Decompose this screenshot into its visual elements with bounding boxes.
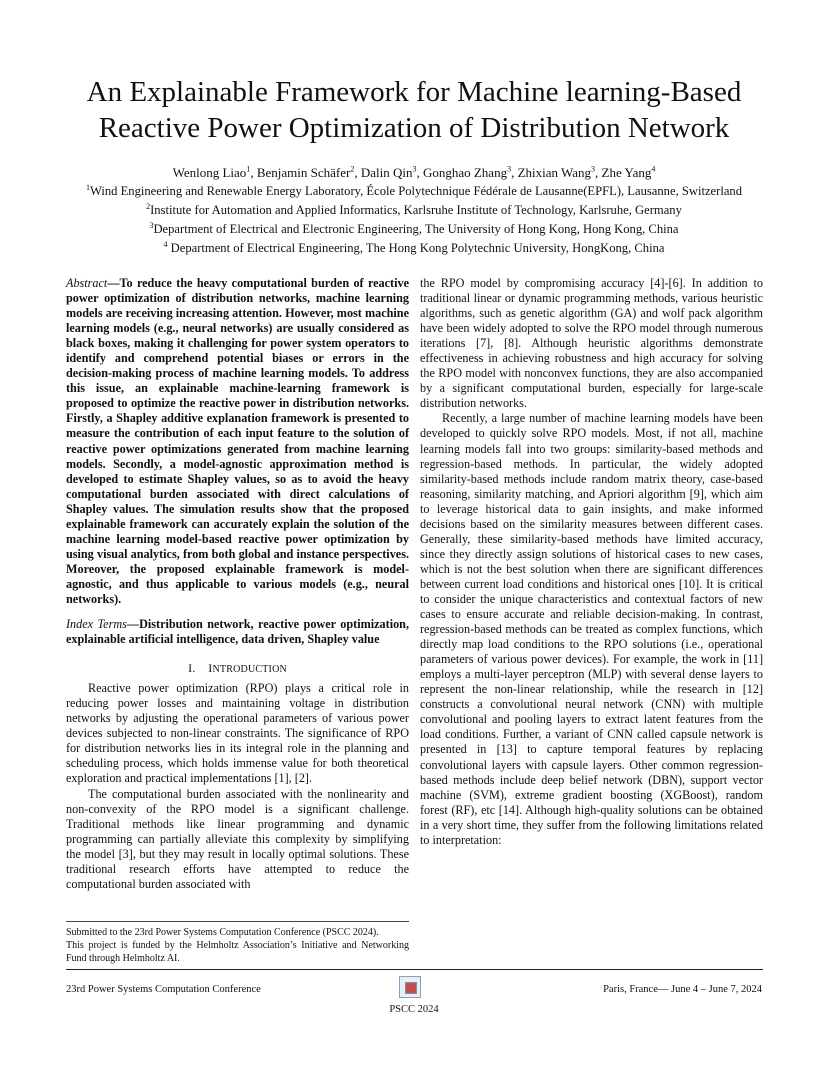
footer-divider	[66, 969, 763, 970]
body-paragraph: Reactive power optimization (RPO) plays a critical role in reducing power losses and maintaining voltage in distribution networks by adjusting the operational parameters of various power devices subjected to non-linear constraints. The significance of RPO for distribution networks lies in its integral role in the planning and scheduling process, which holds immense value for both theoretical exploration and practical implementations [1], [2].	[66, 681, 409, 786]
body-paragraph: Recently, a large number of machine learning models have been developed to quickly solve RPO models. Most, if not all, machine learning models fall into two groups: similarity-based methods and regression-based methods. In particular, the widely adopted similarity-based methods include random matrix theory, case-based reasoning, similarity matching, and Apriori algorithm [9], which aim to leverage historical data to gain insights, and make informed decisions based on the similarity measures between different cases. Generally, these similarity-based methods have limited accuracy, since they directly assign solutions of historical cases to new cases, which is not the best solution when there are significant differences between current load conditions and historical ones [10]. It is critical to consider the unique characteristics and contextual factors of new cases to ensure accurate and reliable decision-making. In contrast, regression-based methods can be treated as complex functions, which directly map load conditions to the RPO solutions (i.e., operational parameters of various power devices). For example, the work in [11] employs a multi-layer perceptron (MLP) with several dense layers to represent the non-linear relationship, while the research in [12] constructs a convolutional neural network (CNN) with multiple convolutional and pooling layers to extract latent features from the load conditions. Further, a variant of CNN called capsule network is presented in [13] to capture temporal features by replacing convolutional layers with capsule layers. Other common regression-based methods include deep belief network (DBN), support vector machine (SVM), extreme gradient boosting (XGBoost), random forest (RF), etc [14]. Although high-quality solutions can be obtained in a very short time, they suffer from the following limitations related to interpretation:	[420, 411, 763, 847]
affiliation-2: $^2$Institute for Automation and Applied Informatics, Karlsruhe Institute of Technology, Karlsruhe, Germany	[146, 201, 682, 217]
affiliation-3: $^3$Department of Electrical and Electronic Engineering, The University of Hong Kong, Hong Kong, China	[149, 220, 679, 236]
author: Gonghao Zhang$^3$,	[422, 164, 518, 180]
footnote	[66, 926, 409, 965]
footer-location-date: Paris, France— June 4 – June 7, 2024	[603, 984, 762, 995]
paper-title	[40, 74, 788, 146]
footnote-divider	[66, 921, 409, 922]
footer-conference: 23rd Power Systems Computation Conference	[66, 984, 261, 995]
author: Zhe Yang$^4$	[601, 164, 656, 180]
right-column	[420, 276, 763, 848]
author: Benjamin Schäfer$^2$,	[256, 164, 361, 180]
title-line-1: An Explainable Framework for Machine learning-Based	[86, 76, 742, 108]
left-column	[66, 276, 409, 892]
footer-pscc: PSCC 2024	[389, 1004, 439, 1015]
author: Wenlong Liao$^1$,	[172, 164, 257, 180]
footnote-line: This project is funded by the Helmholtz Association’s Initiative and Networking Fund through Helmholtz AI.	[66, 940, 409, 964]
body-paragraph: The computational burden associated with the nonlinearity and non-convexity of the RPO model is a significant challenge. Traditional methods like linear programming and dynamic programming can partially alleviate this complexity by simplifying the model [3], but they may result in locally optimal solutions. These traditional research efforts have attempted to reduce the computational burden associated with	[66, 786, 409, 891]
author: Zhixian Wang$^3$,	[517, 164, 602, 180]
abstract: Abstract—To reduce the heavy computational burden of reactive power optimization of distribution networks, machine learning models are receiving increasing attention. However, most machine learning models (e.g., neural networks) are usually considered as black boxes, making it challenging for power system operators to identify and comprehend potential biases or errors in the decision-making process of machine learning models. To address this issue, an explainable machine-learning framework is proposed to optimize the reactive power in distribution networks. Firstly, a Shapley additive explanation framework is presented to measure the contribution of each input feature to the solution of reactive power optimizations generated from machine learning models. Secondly, a model-agnostic approximation method is developed to estimate Shapley values, so as to avoid the heavy computational burden associated with direct calculations of Shapley values. The simulation results show that the proposed explainable framework can accurately explain the solution of the machine learning model-based reactive power optimization by using visual analytics, from both global and instance perspectives. Moreover, the proposed explainable framework is model-agnostic, and thus applicable to various models (e.g., neural networks).	[66, 276, 409, 606]
title-line-2: Reactive Power Optimization of Distribution Network	[98, 112, 730, 144]
footnote-line: Submitted to the 23rd Power Systems Computation Conference (PSCC 2024).	[66, 927, 379, 938]
section-heading-introduction: I. INTRODUCTION	[188, 661, 287, 676]
body-paragraph: the RPO model by compromising accuracy [4]-[6]. In addition to traditional linear or dynamic programming methods, various heuristic algorithms, such as genetic algorithm (GA) and wolf pack algorithm have been widely adopted to solve the RPO model through numerous iterations [7], [8]. Although heuristic algorithms demonstrate effectiveness in achieving robustness and high accuracy for solving the RPO model with nonconvex functions, they are also accompanied by a significant computational burden, especially for large-scale distribution networks.	[420, 276, 763, 411]
author-list	[40, 164, 788, 182]
affiliation-4: $^4$ Department of Electrical Engineering, The Hong Kong Polytechnic University, HongKong, China	[163, 239, 665, 255]
pscc-logo-icon	[399, 976, 421, 998]
index-terms: Index Terms—Distribution network, reactive power optimization, explainable artificial intelligence, data driven, Shapley value	[66, 617, 410, 647]
affiliation-1: $^1$Wind Engineering and Renewable Energy Laboratory, École Polytechnique Fédérale de Lausanne(EPFL), Lausanne, Switzerland	[85, 182, 743, 198]
author: Dalin Qin$^3$,	[360, 164, 423, 180]
